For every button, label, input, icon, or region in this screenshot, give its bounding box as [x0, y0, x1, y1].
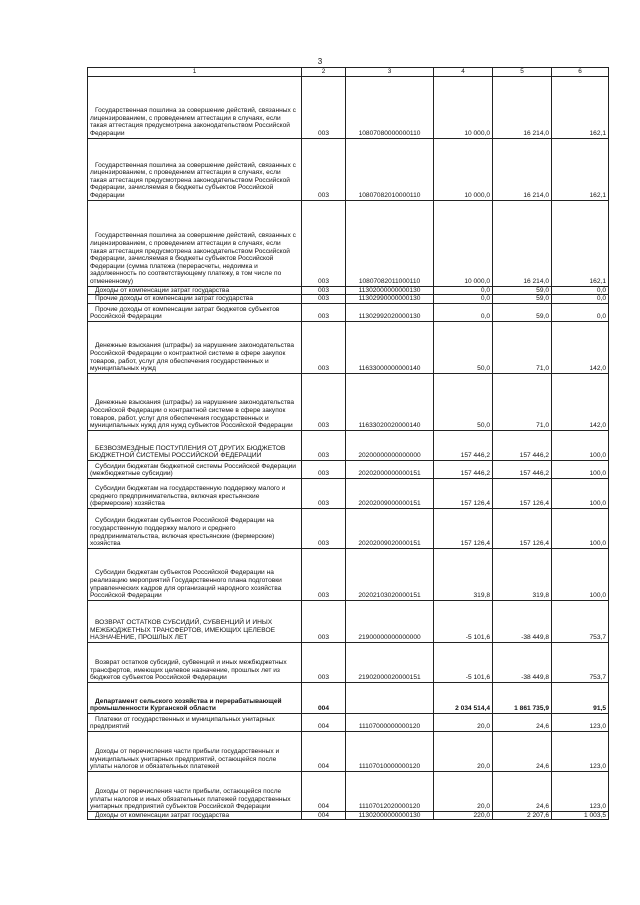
row-name-cell: Доходы от перечисления части прибыли государственных и муниципальных унитарных предприятий, остающейся после уплаты налогов и обязательных платежей: [88, 731, 302, 771]
row-name-cell: Субсидии бюджетам субъектов Российской Федерации на государственную поддержку малого и среднего предпринимательства, включая крестьянские (фермерские) хозяйства: [88, 508, 302, 548]
row-classification-cell: 11633020020000140: [346, 373, 434, 430]
row-name-cell: Прочие доходы от компенсации затрат бюджетов субъектов Российской Федерации: [88, 303, 302, 321]
table-row: [88, 600, 609, 642]
row-plan-cell: 20,0: [434, 713, 493, 731]
row-code-cell: 003: [302, 295, 346, 304]
table-row: [88, 76, 609, 138]
row-percent-cell: 100,0: [552, 460, 609, 478]
row-name-cell: Возврат остатков субсидий, субвенций и иных межбюджетных трансфертов, имеющих целевое назначение, прошлых лет из бюджетов субъектов Российской Федерации: [88, 642, 302, 682]
table-row: [88, 478, 609, 508]
row-plan-cell: 157 126,4: [434, 478, 493, 508]
row-fact-cell: 59,0: [493, 303, 552, 321]
row-percent-cell: 100,0: [552, 478, 609, 508]
row-name-cell: Государственная пошлина за совершение действий, связанных с лицензированием, с проведением аттестации в случаях, если такая аттестация предусмотрена законодательством Российской Федерации, зачисляемая в бюджеты субъектов Российской Федерации (сумма платежа (перерасчеты, недоимка и задолженность по соответствующему платежу, в том числе по отмененному): [88, 200, 302, 286]
row-plan-cell: 20,0: [434, 771, 493, 811]
row-plan-cell: 20,0: [434, 731, 493, 771]
row-code-cell: 003: [302, 76, 346, 138]
row-code-cell: 004: [302, 771, 346, 811]
row-name-cell: Платежи от государственных и муниципальных унитарных предприятий: [88, 713, 302, 731]
row-plan-cell: 157 126,4: [434, 508, 493, 548]
row-percent-cell: 1 003,5: [552, 811, 609, 820]
table-row: [88, 548, 609, 600]
row-code-cell: 003: [302, 642, 346, 682]
row-classification-cell: 21902000020000151: [346, 642, 434, 682]
row-plan-cell: 157 446,2: [434, 430, 493, 460]
row-code-cell: 004: [302, 811, 346, 820]
row-percent-cell: 123,0: [552, 771, 609, 811]
row-fact-cell: 16 214,0: [493, 200, 552, 286]
table-row: [88, 682, 609, 713]
header-col-3: 3: [346, 68, 434, 77]
row-percent-cell: 142,0: [552, 373, 609, 430]
row-classification-cell: 21900000000000000: [346, 600, 434, 642]
row-classification-cell: 11107000000000120: [346, 713, 434, 731]
row-fact-cell: -38 449,8: [493, 600, 552, 642]
budget-table: [87, 67, 609, 820]
row-code-cell: 003: [302, 138, 346, 200]
row-code-cell: 003: [302, 286, 346, 295]
row-percent-cell: 100,0: [552, 430, 609, 460]
row-name-cell: Государственная пошлина за совершение действий, связанных с лицензированием, с проведением аттестации в случаях, если такая аттестация предусмотрена законодательством Российской Федерации: [88, 76, 302, 138]
row-fact-cell: 71,0: [493, 321, 552, 373]
table-row: [88, 430, 609, 460]
row-classification-cell: 11302000000000130: [346, 286, 434, 295]
row-name-cell: Доходы от перечисления части прибыли, остающейся после уплаты налогов и иных обязательных платежей государственных унитарных предприятий субъектов Российской Федерации: [88, 771, 302, 811]
row-percent-cell: 753,7: [552, 642, 609, 682]
row-classification-cell: 10807082010000110: [346, 138, 434, 200]
row-classification-cell: 10807082011000110: [346, 200, 434, 286]
table-row: [88, 138, 609, 200]
row-plan-cell: 2 034 514,4: [434, 682, 493, 713]
row-percent-cell: 753,7: [552, 600, 609, 642]
row-percent-cell: 123,0: [552, 713, 609, 731]
row-code-cell: 003: [302, 478, 346, 508]
row-code-cell: 003: [302, 548, 346, 600]
table-row: [88, 771, 609, 811]
row-percent-cell: 142,0: [552, 321, 609, 373]
row-name-cell: Денежные взыскания (штрафы) за нарушение законодательства Российской Федерации о контрактной системе в сфере закупок товаров, работ, услуг для обеспечения государственных и муниципальных нужд для нужд субъектов Российской Федерации: [88, 373, 302, 430]
row-name-cell: Субсидии бюджетам на государственную поддержку малого и среднего предпринимательства, включая крестьянские (фермерские) хозяйства: [88, 478, 302, 508]
row-plan-cell: 50,0: [434, 373, 493, 430]
row-name-cell: Государственная пошлина за совершение действий, связанных с лицензированием, с проведением аттестации в случаях, если такая аттестация предусмотрена законодательством Российской Федерации, зачисляемая в бюджеты субъектов Российской Федерации: [88, 138, 302, 200]
row-plan-cell: 220,0: [434, 811, 493, 820]
row-classification-cell: 11107012020000120: [346, 771, 434, 811]
row-fact-cell: 157 446,2: [493, 460, 552, 478]
header-col-4: 4: [434, 68, 493, 77]
table-row: [88, 713, 609, 731]
row-fact-cell: 24,6: [493, 771, 552, 811]
row-classification-cell: 20202009020000151: [346, 508, 434, 548]
row-plan-cell: 319,8: [434, 548, 493, 600]
row-name-cell: Доходы от компенсации затрат государства: [88, 286, 302, 295]
row-plan-cell: 0,0: [434, 303, 493, 321]
row-classification-cell: 20202103020000151: [346, 548, 434, 600]
table-row: [88, 508, 609, 548]
row-plan-cell: 0,0: [434, 295, 493, 304]
row-name-cell: Доходы от компенсации затрат государства: [88, 811, 302, 820]
row-code-cell: 003: [302, 508, 346, 548]
row-fact-cell: 16 214,0: [493, 76, 552, 138]
row-percent-cell: 100,0: [552, 548, 609, 600]
table-row: [88, 731, 609, 771]
row-code-cell: 003: [302, 303, 346, 321]
row-fact-cell: 59,0: [493, 286, 552, 295]
row-percent-cell: 162,1: [552, 138, 609, 200]
table-row: [88, 286, 609, 295]
page-number: 3: [317, 57, 323, 66]
row-name-cell: Прочие доходы от компенсации затрат государства: [88, 295, 302, 304]
row-name-cell: ВОЗВРАТ ОСТАТКОВ СУБСИДИЙ, СУБВЕНЦИЙ И ИНЫХ МЕЖБЮДЖЕТНЫХ ТРАНСФЕРТОВ, ИМЕЮЩИХ ЦЕЛЕВОЕ НАЗНАЧЕНИЕ, ПРОШЛЫХ ЛЕТ: [88, 600, 302, 642]
row-name-cell: БЕЗВОЗМЕЗДНЫЕ ПОСТУПЛЕНИЯ ОТ ДРУГИХ БЮДЖЕТОВ БЮДЖЕТНОЙ СИСТЕМЫ РОССИЙСКОЙ ФЕДЕРАЦИИ: [88, 430, 302, 460]
row-percent-cell: 0,0: [552, 303, 609, 321]
row-plan-cell: 10 000,0: [434, 76, 493, 138]
row-classification-cell: 20202000000000151: [346, 460, 434, 478]
row-plan-cell: 0,0: [434, 286, 493, 295]
table-row: [88, 811, 609, 820]
row-classification-cell: 11302992020000130: [346, 303, 434, 321]
row-fact-cell: 157 126,4: [493, 478, 552, 508]
row-classification-cell: 11302000000000130: [346, 811, 434, 820]
header-col-5: 5: [493, 68, 552, 77]
row-plan-cell: -5 101,6: [434, 600, 493, 642]
row-fact-cell: 59,0: [493, 295, 552, 304]
row-classification-cell: [346, 682, 434, 713]
table-header-row: [88, 68, 609, 77]
row-fact-cell: 2 207,6: [493, 811, 552, 820]
header-col-1: 1: [88, 68, 302, 77]
table-row: [88, 373, 609, 430]
row-classification-cell: 11302990000000130: [346, 295, 434, 304]
row-code-cell: 003: [302, 460, 346, 478]
row-name-cell: Денежные взыскания (штрафы) за нарушение законодательства Российской Федерации о контрактной системе в сфере закупок товаров, работ, услуг для обеспечения государственных и муниципальных нужд: [88, 321, 302, 373]
table-row: [88, 642, 609, 682]
header-col-6: 6: [552, 68, 609, 77]
row-fact-cell: 71,0: [493, 373, 552, 430]
row-classification-cell: 11633000000000140: [346, 321, 434, 373]
row-code-cell: 003: [302, 430, 346, 460]
row-percent-cell: 0,0: [552, 295, 609, 304]
row-code-cell: 003: [302, 373, 346, 430]
row-percent-cell: 100,0: [552, 508, 609, 548]
row-plan-cell: 10 000,0: [434, 138, 493, 200]
row-name-cell: Субсидии бюджетам субъектов Российской Федерации на реализацию мероприятий Государственного плана подготовки управленческих кадров для организаций народного хозяйства Российской Федерации: [88, 548, 302, 600]
row-fact-cell: 157 446,2: [493, 430, 552, 460]
row-plan-cell: 50,0: [434, 321, 493, 373]
row-fact-cell: 24,6: [493, 731, 552, 771]
row-code-cell: 004: [302, 682, 346, 713]
row-name-cell: Субсидии бюджетам бюджетной системы Российской Федерации (межбюджетные субсидии): [88, 460, 302, 478]
row-percent-cell: 162,1: [552, 76, 609, 138]
header-col-2: 2: [302, 68, 346, 77]
row-code-cell: 003: [302, 321, 346, 373]
row-percent-cell: 0,0: [552, 286, 609, 295]
table-row: [88, 460, 609, 478]
row-code-cell: 004: [302, 713, 346, 731]
row-fact-cell: 157 126,4: [493, 508, 552, 548]
table-row: [88, 321, 609, 373]
row-plan-cell: 157 446,2: [434, 460, 493, 478]
row-percent-cell: 162,1: [552, 200, 609, 286]
row-code-cell: 003: [302, 200, 346, 286]
row-fact-cell: -38 449,8: [493, 642, 552, 682]
row-classification-cell: 20202009000000151: [346, 478, 434, 508]
row-classification-cell: 11107010000000120: [346, 731, 434, 771]
row-fact-cell: 16 214,0: [493, 138, 552, 200]
row-name-cell: Департамент сельского хозяйства и перерабатывающей промышленности Курганской области: [88, 682, 302, 713]
row-classification-cell: 10807080000000110: [346, 76, 434, 138]
table-row: [88, 295, 609, 304]
row-plan-cell: -5 101,6: [434, 642, 493, 682]
table-row: [88, 303, 609, 321]
row-classification-cell: 20200000000000000: [346, 430, 434, 460]
row-plan-cell: 10 000,0: [434, 200, 493, 286]
row-code-cell: 003: [302, 600, 346, 642]
row-fact-cell: 319,8: [493, 548, 552, 600]
row-percent-cell: 123,0: [552, 731, 609, 771]
row-percent-cell: 91,5: [552, 682, 609, 713]
table-row: [88, 200, 609, 286]
row-code-cell: 004: [302, 731, 346, 771]
row-fact-cell: 1 861 735,9: [493, 682, 552, 713]
row-fact-cell: 24,6: [493, 713, 552, 731]
